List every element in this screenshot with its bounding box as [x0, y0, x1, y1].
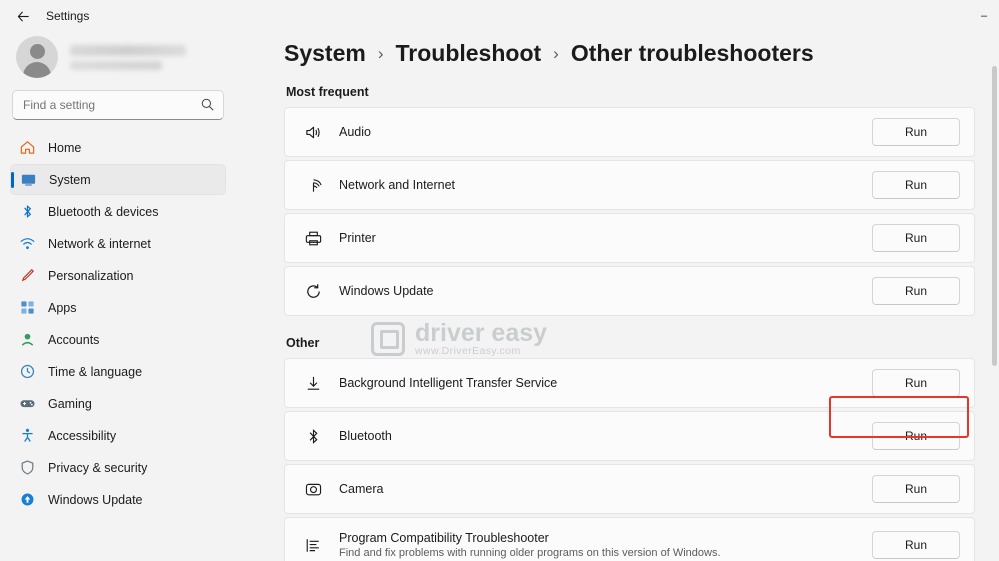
window-body — [0, 32, 999, 561]
accessibility-icon — [18, 427, 36, 445]
run-button-audio[interactable]: Run — [872, 118, 960, 146]
wifi-icon — [303, 175, 323, 195]
sidebar-item-label: Home — [48, 140, 82, 155]
breadcrumb-separator: › — [377, 43, 384, 63]
sidebar-item-label: Windows Update — [48, 492, 143, 507]
row-text — [339, 482, 856, 496]
sidebar-item-personalization[interactable] — [10, 260, 226, 291]
title-bar — [0, 0, 999, 32]
sidebar-item-label: System — [49, 172, 91, 187]
troubleshooter-name: Background Intelligent Transfer Service — [339, 376, 558, 390]
sidebar-item-label: Network & internet — [48, 236, 151, 251]
bluetooth-icon — [18, 203, 36, 221]
sidebar-item-accessibility[interactable] — [10, 420, 226, 451]
minimize-button[interactable]: – — [980, 10, 988, 22]
sidebar-item-label: Privacy & security — [48, 460, 148, 475]
search-box[interactable] — [12, 90, 224, 120]
search-input[interactable] — [12, 90, 224, 120]
sidebar-item-label: Personalization — [48, 268, 134, 283]
troubleshooter-row-bits — [284, 358, 975, 408]
account-block[interactable] — [10, 32, 226, 88]
run-button-bits[interactable]: Run — [872, 369, 960, 397]
row-text — [339, 531, 856, 559]
sidebar-item-privacy-security[interactable] — [10, 452, 226, 483]
breadcrumb-troubleshoot[interactable]: Troubleshoot — [395, 40, 542, 66]
sidebar-item-system[interactable] — [10, 164, 226, 195]
section-title-other: Other — [286, 336, 320, 350]
run-button-program-compatibility[interactable]: Run — [872, 531, 960, 559]
page-title: Other troubleshooters — [570, 40, 814, 66]
gaming-icon — [18, 395, 36, 413]
troubleshooter-row-camera — [284, 464, 975, 514]
sidebar-item-accounts[interactable] — [10, 324, 226, 355]
content-area — [236, 32, 999, 561]
window-controls — [969, 0, 999, 32]
run-button-printer[interactable]: Run — [872, 224, 960, 252]
troubleshooter-name: Audio — [339, 125, 371, 139]
most-frequent-list — [284, 107, 975, 316]
breadcrumb — [284, 32, 975, 81]
printer-icon — [303, 228, 323, 248]
sidebar-item-time-language[interactable] — [10, 356, 226, 387]
troubleshooter-row-windows-update — [284, 266, 975, 316]
list-icon — [303, 535, 323, 555]
sidebar-item-network-internet[interactable] — [10, 228, 226, 259]
window-title: Settings — [46, 9, 90, 23]
network-icon — [18, 235, 36, 253]
sidebar-item-bluetooth-devices[interactable] — [10, 196, 226, 227]
sidebar — [0, 32, 236, 561]
sidebar-item-home[interactable] — [10, 132, 226, 163]
home-icon — [18, 139, 36, 157]
account-email-blurred — [70, 61, 162, 70]
troubleshooter-name: Printer — [339, 231, 376, 245]
bluetooth-icon — [303, 426, 323, 446]
sidebar-item-label: Accounts — [48, 332, 100, 347]
breadcrumb-separator: › — [553, 43, 559, 63]
other-list — [284, 358, 975, 561]
search-icon — [200, 97, 215, 112]
row-text — [339, 284, 856, 298]
sidebar-item-windows-update[interactable] — [10, 484, 226, 515]
download-icon — [303, 373, 323, 393]
troubleshooter-description: Find and fix problems with running older programs on this version of Windows. — [339, 547, 721, 559]
row-text — [339, 125, 856, 139]
avatar — [16, 36, 58, 78]
troubleshooter-name: Bluetooth — [339, 429, 392, 443]
sidebar-item-gaming[interactable] — [10, 388, 226, 419]
troubleshooter-name: Network and Internet — [339, 178, 456, 192]
speaker-icon — [303, 122, 323, 142]
sidebar-item-label: Gaming — [48, 396, 92, 411]
content-scrollbar[interactable] — [992, 66, 997, 366]
sidebar-item-label: Bluetooth & devices — [48, 204, 159, 219]
breadcrumb-system[interactable]: System — [284, 40, 366, 66]
refresh-icon — [303, 281, 323, 301]
update-icon — [18, 491, 36, 509]
back-arrow-icon — [16, 9, 31, 24]
row-text — [339, 231, 856, 245]
system-icon — [19, 171, 37, 189]
row-text — [339, 178, 856, 192]
sidebar-item-apps[interactable] — [10, 292, 226, 323]
troubleshooter-name: Windows Update — [339, 284, 434, 298]
account-name-blurred — [70, 45, 186, 56]
sidebar-item-label: Accessibility — [48, 428, 117, 443]
apps-icon — [18, 299, 36, 317]
run-button-camera[interactable]: Run — [872, 475, 960, 503]
troubleshooter-name: Camera — [339, 482, 384, 496]
watermark-title: driver easy — [415, 319, 548, 347]
row-text — [339, 376, 856, 390]
shield-icon — [18, 459, 36, 477]
run-button-bluetooth[interactable]: Run — [872, 422, 960, 450]
troubleshooter-row-network-and-internet — [284, 160, 975, 210]
clock-icon — [18, 363, 36, 381]
troubleshooter-row-audio — [284, 107, 975, 157]
sidebar-item-label: Time & language — [48, 364, 143, 379]
account-icon — [18, 331, 36, 349]
sidebar-nav — [10, 132, 226, 515]
watermark-url: www.DriverEasy.com — [415, 345, 521, 358]
brush-icon — [18, 267, 36, 285]
sidebar-item-label: Apps — [48, 300, 77, 315]
camera-icon — [303, 479, 323, 499]
run-button-network-and-internet[interactable]: Run — [872, 171, 960, 199]
section-title-most-frequent: Most frequent — [286, 85, 369, 99]
troubleshooter-row-bluetooth — [284, 411, 975, 461]
row-text — [339, 429, 856, 443]
back-button[interactable] — [6, 1, 40, 31]
run-button-windows-update[interactable]: Run — [872, 277, 960, 305]
troubleshooter-row-printer — [284, 213, 975, 263]
troubleshooter-name: Program Compatibility Troubleshooter — [339, 531, 549, 545]
account-text — [70, 45, 186, 70]
troubleshooter-row-program-compatibility — [284, 517, 975, 561]
